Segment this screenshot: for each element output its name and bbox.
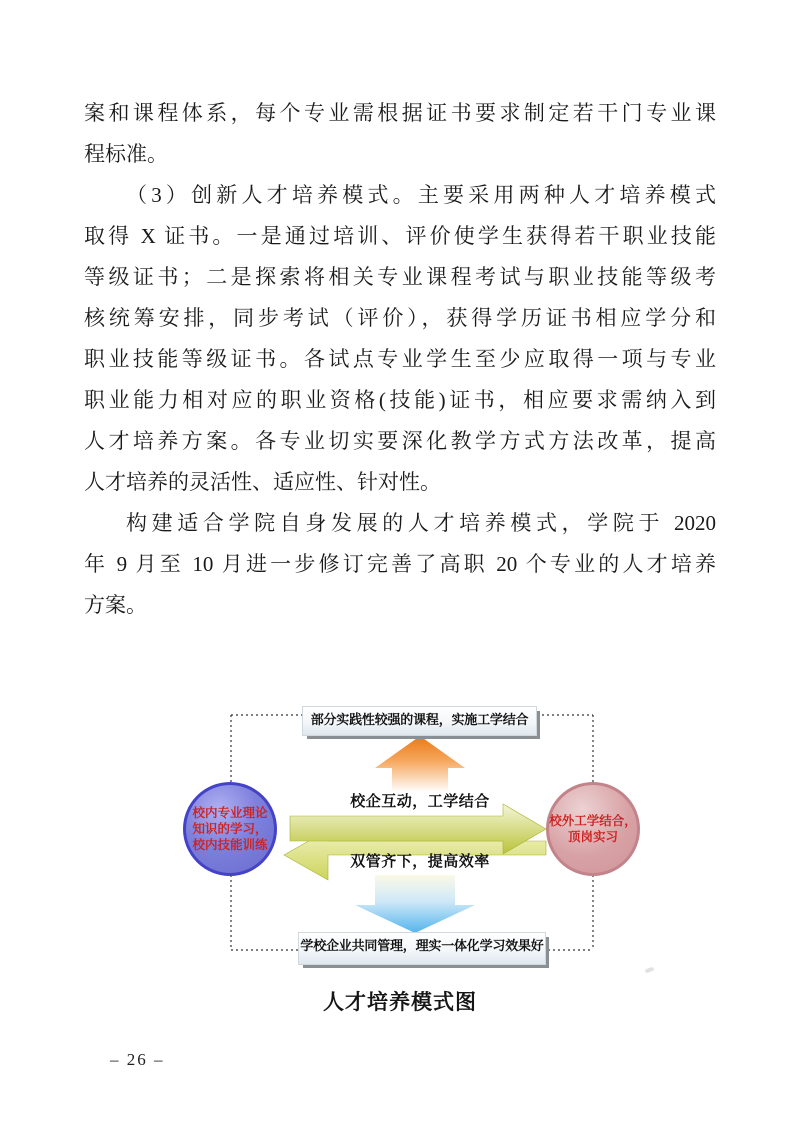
text-line: 取得 X 证书。一是通过培训、评价使学生获得若干职业技能: [84, 224, 716, 248]
circle-text-line: 校内专业理论: [192, 806, 268, 820]
upper-arrow-label: 校企互动，工学结合: [350, 793, 490, 810]
top-process-box: 部分实践性较强的课程，实施工学结合: [302, 706, 537, 736]
text-line: （3）创新人才培养模式。主要采用两种人才培养模式: [126, 183, 716, 207]
text-line: 构建适合学院自身发展的人才培养模式，学院于 2020: [126, 511, 716, 535]
text-line: 人才培养的灵活性、适应性、针对性。: [84, 470, 441, 494]
training-model-diagram: [170, 690, 670, 980]
circle-text-line: 顶岗实习: [567, 830, 618, 844]
text-line: 方案。: [84, 593, 147, 617]
text-line: 等级证书；二是探索将相关专业课程考试与职业技能等级考: [84, 265, 716, 289]
circle-text-line: 知识的学习，: [192, 822, 268, 836]
page-number: – 26 –: [110, 1050, 165, 1069]
text-line: 程标准。: [84, 142, 168, 166]
text-line: 职业能力相对应的职业资格(技能)证书，相应要求需纳入到: [84, 388, 716, 412]
down-arrow: [355, 875, 475, 933]
circle-text-line: 校外工学结合，: [549, 814, 637, 828]
text-line: 案和课程体系，每个专业需根据证书要求制定若干门专业课: [84, 101, 716, 125]
figure-caption: 人才培养模式图: [323, 990, 477, 1014]
body-text: [84, 93, 716, 626]
bottom-process-box: 学校企业共同管理，理实一体化学习效果好: [298, 932, 546, 965]
text-line: 职业技能等级证书。各试点专业学生至少应取得一项与专业: [84, 347, 716, 371]
text-line: 核统筹安排，同步考试（评价），获得学历证书相应学分和: [84, 306, 716, 330]
text-line: 年 9 月至 10 月进一步修订完善了高职 20 个专业的人才培养: [84, 552, 716, 576]
in-school-circle: [183, 782, 277, 876]
circle-text-line: 校内技能训练: [192, 838, 268, 852]
off-campus-circle: [546, 782, 640, 876]
up-arrow: [375, 736, 465, 792]
text-line: 人才培养方案。各专业切实要深化教学方式方法改革，提高: [84, 429, 716, 453]
lower-arrow-label: 双管齐下，提高效率: [350, 853, 490, 870]
